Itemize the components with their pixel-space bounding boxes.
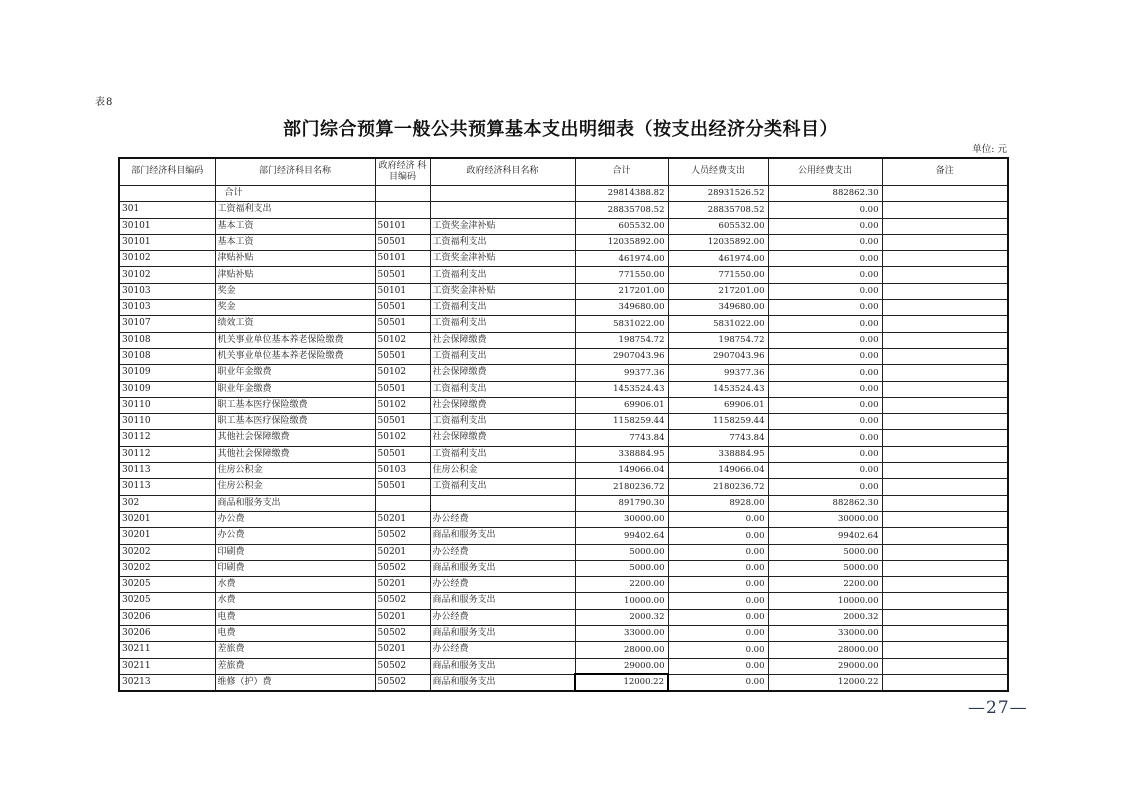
cell-public-exp: 882862.30 bbox=[768, 186, 882, 202]
cell-personnel: 0.00 bbox=[668, 609, 768, 625]
cell-public-exp: 0.00 bbox=[768, 218, 882, 234]
cell-gov-name bbox=[430, 202, 575, 218]
cell-dept-name: 绩效工资 bbox=[215, 316, 375, 332]
cell-gov-name: 办公经费 bbox=[430, 577, 575, 593]
cell-dept-name: 合计 bbox=[215, 186, 375, 202]
cell-public-exp: 0.00 bbox=[768, 283, 882, 299]
table-row bbox=[119, 414, 1008, 430]
cell-dept-name: 住房公积金 bbox=[215, 479, 375, 495]
cell-dept-code: 30202 bbox=[119, 560, 215, 576]
cell-gov-code: 50201 bbox=[375, 577, 430, 593]
cell-public-exp: 2000.32 bbox=[768, 609, 882, 625]
cell-note bbox=[882, 511, 1008, 527]
cell-dept-code: 30102 bbox=[119, 251, 215, 267]
cell-total: 28000.00 bbox=[575, 642, 668, 658]
cell-gov-name: 工资奖金津补贴 bbox=[430, 218, 575, 234]
cell-note bbox=[882, 495, 1008, 511]
cell-personnel: 28835708.52 bbox=[668, 202, 768, 218]
table-row bbox=[119, 365, 1008, 381]
cell-dept-name: 职工基本医疗保险缴费 bbox=[215, 414, 375, 430]
cell-personnel: 149066.04 bbox=[668, 463, 768, 479]
cell-public-exp: 0.00 bbox=[768, 332, 882, 348]
cell-dept-code: 30102 bbox=[119, 267, 215, 283]
cell-public-exp: 882862.30 bbox=[768, 495, 882, 511]
cell-public-exp: 0.00 bbox=[768, 479, 882, 495]
cell-total: 217201.00 bbox=[575, 283, 668, 299]
page-title: 部门综合预算一般公共预算基本支出明细表（按支出经济分类科目） bbox=[283, 119, 838, 140]
cell-personnel: 0.00 bbox=[668, 674, 768, 690]
table-row bbox=[119, 348, 1008, 364]
cell-public-exp: 99402.64 bbox=[768, 528, 882, 544]
table-label: 表8 bbox=[95, 97, 114, 108]
cell-dept-code: 30103 bbox=[119, 300, 215, 316]
cell-personnel: 0.00 bbox=[668, 528, 768, 544]
cell-dept-name: 差旅费 bbox=[215, 658, 375, 674]
cell-gov-name: 工资奖金津补贴 bbox=[430, 251, 575, 267]
cell-dept-name: 印刷费 bbox=[215, 560, 375, 576]
cell-note bbox=[882, 381, 1008, 397]
cell-personnel: 1158259.44 bbox=[668, 414, 768, 430]
cell-gov-name: 社会保障缴费 bbox=[430, 430, 575, 446]
cell-total: 30000.00 bbox=[575, 511, 668, 527]
cell-personnel: 338884.95 bbox=[668, 446, 768, 462]
cell-note bbox=[882, 674, 1008, 690]
cell-dept-code: 30101 bbox=[119, 218, 215, 234]
cell-dept-name: 职工基本医疗保险缴费 bbox=[215, 397, 375, 413]
cell-personnel: 99377.36 bbox=[668, 365, 768, 381]
cell-gov-code: 50101 bbox=[375, 251, 430, 267]
cell-total: 5831022.00 bbox=[575, 316, 668, 332]
header-note: 备注 bbox=[882, 158, 1008, 186]
table-row bbox=[119, 495, 1008, 511]
cell-gov-name: 商品和服务支出 bbox=[430, 626, 575, 642]
table-row bbox=[119, 251, 1008, 267]
cell-gov-name: 工资福利支出 bbox=[430, 348, 575, 364]
cell-personnel: 5831022.00 bbox=[668, 316, 768, 332]
cell-gov-name: 社会保障缴费 bbox=[430, 365, 575, 381]
cell-total: 99377.36 bbox=[575, 365, 668, 381]
cell-gov-code: 50501 bbox=[375, 381, 430, 397]
table-row bbox=[119, 560, 1008, 576]
table-row bbox=[119, 283, 1008, 299]
cell-gov-code: 50502 bbox=[375, 560, 430, 576]
table-row bbox=[119, 430, 1008, 446]
cell-dept-name: 电费 bbox=[215, 609, 375, 625]
cell-dept-code: 30110 bbox=[119, 414, 215, 430]
cell-public-exp: 0.00 bbox=[768, 414, 882, 430]
cell-gov-name: 工资福利支出 bbox=[430, 234, 575, 250]
cell-dept-code: 30103 bbox=[119, 283, 215, 299]
cell-dept-name: 工资福利支出 bbox=[215, 202, 375, 218]
cell-dept-name: 职业年金缴费 bbox=[215, 381, 375, 397]
header-dept-name: 部门经济科目名称 bbox=[215, 158, 375, 186]
cell-dept-code: 302 bbox=[119, 495, 215, 511]
cell-gov-name: 社会保障缴费 bbox=[430, 397, 575, 413]
cell-public-exp: 5000.00 bbox=[768, 544, 882, 560]
cell-public-exp: 0.00 bbox=[768, 430, 882, 446]
cell-gov-code bbox=[375, 202, 430, 218]
cell-total: 2907043.96 bbox=[575, 348, 668, 364]
cell-total: 7743.84 bbox=[575, 430, 668, 446]
cell-total: 29814388.82 bbox=[575, 186, 668, 202]
cell-personnel: 198754.72 bbox=[668, 332, 768, 348]
cell-note bbox=[882, 218, 1008, 234]
cell-note bbox=[882, 365, 1008, 381]
cell-note bbox=[882, 544, 1008, 560]
cell-total: 29000.00 bbox=[575, 658, 668, 674]
cell-personnel: 0.00 bbox=[668, 658, 768, 674]
cell-personnel: 28931526.52 bbox=[668, 186, 768, 202]
cell-dept-code: 30101 bbox=[119, 234, 215, 250]
cell-total: 5000.00 bbox=[575, 560, 668, 576]
cell-personnel: 605532.00 bbox=[668, 218, 768, 234]
cell-dept-code: 30213 bbox=[119, 674, 215, 690]
cell-dept-name: 基本工资 bbox=[215, 218, 375, 234]
cell-gov-code: 50102 bbox=[375, 397, 430, 413]
table-row bbox=[119, 658, 1008, 674]
cell-total: 198754.72 bbox=[575, 332, 668, 348]
table-row bbox=[119, 446, 1008, 462]
cell-total: 149066.04 bbox=[575, 463, 668, 479]
cell-gov-name: 办公经费 bbox=[430, 609, 575, 625]
cell-dept-code: 30108 bbox=[119, 348, 215, 364]
cell-public-exp: 0.00 bbox=[768, 446, 882, 462]
cell-total: 69906.01 bbox=[575, 397, 668, 413]
cell-dept-name: 奖金 bbox=[215, 283, 375, 299]
cell-personnel: 0.00 bbox=[668, 642, 768, 658]
cell-dept-code bbox=[119, 186, 215, 202]
cell-public-exp: 33000.00 bbox=[768, 626, 882, 642]
cell-gov-name: 工资福利支出 bbox=[430, 479, 575, 495]
cell-public-exp: 0.00 bbox=[768, 397, 882, 413]
header-gov-name: 政府经济科目名称 bbox=[430, 158, 575, 186]
cell-dept-name: 职业年金缴费 bbox=[215, 365, 375, 381]
cell-dept-name: 津贴补贴 bbox=[215, 251, 375, 267]
cell-total: 1453524.43 bbox=[575, 381, 668, 397]
table-row bbox=[119, 479, 1008, 495]
header-dept-code: 部门经济科目编码 bbox=[119, 158, 215, 186]
cell-dept-name: 差旅费 bbox=[215, 642, 375, 658]
cell-total: 338884.95 bbox=[575, 446, 668, 462]
cell-note bbox=[882, 593, 1008, 609]
cell-dept-code: 301 bbox=[119, 202, 215, 218]
cell-personnel: 2907043.96 bbox=[668, 348, 768, 364]
cell-total: 891790.30 bbox=[575, 495, 668, 511]
cell-note bbox=[882, 479, 1008, 495]
header-gov-code: 政府经济 科目编码 bbox=[375, 158, 430, 186]
cell-note bbox=[882, 332, 1008, 348]
cell-total: 10000.00 bbox=[575, 593, 668, 609]
cell-gov-code: 50201 bbox=[375, 511, 430, 527]
cell-personnel: 217201.00 bbox=[668, 283, 768, 299]
cell-dept-code: 30206 bbox=[119, 609, 215, 625]
header-total: 合计 bbox=[575, 158, 668, 186]
cell-gov-name: 办公经费 bbox=[430, 642, 575, 658]
cell-note bbox=[882, 560, 1008, 576]
cell-gov-name: 商品和服务支出 bbox=[430, 658, 575, 674]
cell-gov-code bbox=[375, 495, 430, 511]
cell-dept-name: 机关事业单位基本养老保险缴费 bbox=[215, 332, 375, 348]
cell-public-exp: 30000.00 bbox=[768, 511, 882, 527]
cell-dept-code: 30202 bbox=[119, 544, 215, 560]
cell-gov-code: 50501 bbox=[375, 267, 430, 283]
cell-note bbox=[882, 202, 1008, 218]
cell-note bbox=[882, 300, 1008, 316]
table-row bbox=[119, 577, 1008, 593]
header-personnel: 人员经费支出 bbox=[668, 158, 768, 186]
cell-dept-name: 办公费 bbox=[215, 511, 375, 527]
table-row bbox=[119, 332, 1008, 348]
cell-personnel: 0.00 bbox=[668, 626, 768, 642]
cell-public-exp: 0.00 bbox=[768, 348, 882, 364]
cell-gov-code: 50103 bbox=[375, 463, 430, 479]
cell-gov-name bbox=[430, 186, 575, 202]
cell-total: 2180236.72 bbox=[575, 479, 668, 495]
cell-gov-name: 社会保障缴费 bbox=[430, 332, 575, 348]
cell-dept-name: 机关事业单位基本养老保险缴费 bbox=[215, 348, 375, 364]
table-row bbox=[119, 381, 1008, 397]
cell-dept-code: 30206 bbox=[119, 626, 215, 642]
cell-total: 5000.00 bbox=[575, 544, 668, 560]
table-row bbox=[119, 463, 1008, 479]
cell-dept-name: 奖金 bbox=[215, 300, 375, 316]
cell-dept-code: 30107 bbox=[119, 316, 215, 332]
table-row bbox=[119, 544, 1008, 560]
cell-dept-name: 其他社会保障缴费 bbox=[215, 446, 375, 462]
cell-note bbox=[882, 658, 1008, 674]
table-row bbox=[119, 316, 1008, 332]
cell-gov-name: 住房公积金 bbox=[430, 463, 575, 479]
cell-gov-code: 50501 bbox=[375, 479, 430, 495]
cell-gov-name: 商品和服务支出 bbox=[430, 528, 575, 544]
cell-public-exp: 29000.00 bbox=[768, 658, 882, 674]
table-row bbox=[119, 642, 1008, 658]
cell-note bbox=[882, 316, 1008, 332]
table-row bbox=[119, 218, 1008, 234]
cell-gov-name: 商品和服务支出 bbox=[430, 560, 575, 576]
cell-dept-code: 30205 bbox=[119, 593, 215, 609]
cell-gov-code: 50102 bbox=[375, 332, 430, 348]
table-row bbox=[119, 202, 1008, 218]
cell-personnel: 349680.00 bbox=[668, 300, 768, 316]
table-row bbox=[119, 300, 1008, 316]
table-row bbox=[119, 397, 1008, 413]
table-row bbox=[119, 234, 1008, 250]
cell-gov-code: 50101 bbox=[375, 218, 430, 234]
cell-public-exp: 0.00 bbox=[768, 300, 882, 316]
cell-note bbox=[882, 642, 1008, 658]
cell-public-exp: 0.00 bbox=[768, 251, 882, 267]
table-row bbox=[119, 674, 1008, 690]
cell-total: 2000.32 bbox=[575, 609, 668, 625]
cell-dept-code: 30110 bbox=[119, 397, 215, 413]
cell-personnel: 461974.00 bbox=[668, 251, 768, 267]
table-row bbox=[119, 511, 1008, 527]
cell-note bbox=[882, 186, 1008, 202]
cell-gov-name: 工资福利支出 bbox=[430, 414, 575, 430]
cell-gov-code: 50501 bbox=[375, 234, 430, 250]
cell-gov-code: 50501 bbox=[375, 414, 430, 430]
cell-gov-name: 工资福利支出 bbox=[430, 381, 575, 397]
page-number: —27— bbox=[968, 698, 1028, 718]
cell-dept-code: 30211 bbox=[119, 658, 215, 674]
cell-gov-name bbox=[430, 495, 575, 511]
cell-public-exp: 0.00 bbox=[768, 381, 882, 397]
cell-note bbox=[882, 609, 1008, 625]
cell-public-exp: 0.00 bbox=[768, 267, 882, 283]
cell-personnel: 0.00 bbox=[668, 560, 768, 576]
cell-public-exp: 28000.00 bbox=[768, 642, 882, 658]
cell-total: 1158259.44 bbox=[575, 414, 668, 430]
cell-total: 33000.00 bbox=[575, 626, 668, 642]
table-row bbox=[119, 267, 1008, 283]
table-header-row bbox=[119, 158, 1008, 186]
cell-gov-code: 50501 bbox=[375, 446, 430, 462]
cell-gov-name: 商品和服务支出 bbox=[430, 593, 575, 609]
cell-dept-name: 办公费 bbox=[215, 528, 375, 544]
cell-total: 99402.64 bbox=[575, 528, 668, 544]
cell-dept-code: 30109 bbox=[119, 365, 215, 381]
cell-note bbox=[882, 283, 1008, 299]
cell-dept-code: 30112 bbox=[119, 446, 215, 462]
cell-gov-code: 50502 bbox=[375, 674, 430, 690]
cell-note bbox=[882, 234, 1008, 250]
table-body bbox=[119, 186, 1008, 691]
cell-gov-code: 50502 bbox=[375, 593, 430, 609]
cell-personnel: 771550.00 bbox=[668, 267, 768, 283]
cell-dept-name: 住房公积金 bbox=[215, 463, 375, 479]
cell-personnel: 12035892.00 bbox=[668, 234, 768, 250]
cell-public-exp: 10000.00 bbox=[768, 593, 882, 609]
cell-gov-code: 50102 bbox=[375, 430, 430, 446]
cell-personnel: 0.00 bbox=[668, 511, 768, 527]
cell-personnel: 0.00 bbox=[668, 593, 768, 609]
cell-gov-code: 50501 bbox=[375, 300, 430, 316]
unit-note: 单位: 元 bbox=[972, 144, 1007, 155]
cell-gov-code: 50201 bbox=[375, 642, 430, 658]
cell-gov-code: 50502 bbox=[375, 528, 430, 544]
cell-note bbox=[882, 577, 1008, 593]
cell-dept-code: 30112 bbox=[119, 430, 215, 446]
cell-gov-code: 50501 bbox=[375, 316, 430, 332]
cell-personnel: 69906.01 bbox=[668, 397, 768, 413]
cell-gov-code: 50501 bbox=[375, 348, 430, 364]
cell-gov-code: 50502 bbox=[375, 658, 430, 674]
cell-gov-name: 商品和服务支出 bbox=[430, 674, 575, 690]
cell-gov-code: 50502 bbox=[375, 626, 430, 642]
cell-gov-code: 50201 bbox=[375, 544, 430, 560]
cell-gov-name: 办公经费 bbox=[430, 544, 575, 560]
cell-personnel: 7743.84 bbox=[668, 430, 768, 446]
cell-gov-name: 工资奖金津补贴 bbox=[430, 283, 575, 299]
cell-dept-name: 印刷费 bbox=[215, 544, 375, 560]
cell-note bbox=[882, 430, 1008, 446]
cell-public-exp: 0.00 bbox=[768, 316, 882, 332]
cell-dept-name: 维修（护）费 bbox=[215, 674, 375, 690]
cell-dept-code: 30205 bbox=[119, 577, 215, 593]
cell-public-exp: 12000.22 bbox=[768, 674, 882, 690]
cell-dept-code: 30109 bbox=[119, 381, 215, 397]
cell-public-exp: 0.00 bbox=[768, 365, 882, 381]
table-row bbox=[119, 528, 1008, 544]
budget-table bbox=[118, 157, 1009, 692]
table-row bbox=[119, 186, 1008, 202]
cell-personnel: 0.00 bbox=[668, 577, 768, 593]
cell-note bbox=[882, 414, 1008, 430]
cell-personnel: 1453524.43 bbox=[668, 381, 768, 397]
cell-public-exp: 0.00 bbox=[768, 202, 882, 218]
header-public-exp: 公用经费支出 bbox=[768, 158, 882, 186]
cell-dept-name: 基本工资 bbox=[215, 234, 375, 250]
cell-total: 2200.00 bbox=[575, 577, 668, 593]
cell-dept-name: 其他社会保障缴费 bbox=[215, 430, 375, 446]
cell-dept-name: 水费 bbox=[215, 577, 375, 593]
cell-personnel: 8928.00 bbox=[668, 495, 768, 511]
cell-note bbox=[882, 446, 1008, 462]
table-row bbox=[119, 626, 1008, 642]
cell-dept-code: 30113 bbox=[119, 463, 215, 479]
cell-total: 461974.00 bbox=[575, 251, 668, 267]
cell-personnel: 2180236.72 bbox=[668, 479, 768, 495]
cell-note bbox=[882, 397, 1008, 413]
cell-dept-code: 30108 bbox=[119, 332, 215, 348]
cell-dept-name: 津贴补贴 bbox=[215, 267, 375, 283]
cell-note bbox=[882, 267, 1008, 283]
cell-total: 12000.22 bbox=[575, 674, 668, 690]
cell-note bbox=[882, 528, 1008, 544]
cell-gov-code: 50101 bbox=[375, 283, 430, 299]
cell-gov-code: 50201 bbox=[375, 609, 430, 625]
cell-note bbox=[882, 626, 1008, 642]
cell-gov-name: 工资福利支出 bbox=[430, 300, 575, 316]
cell-gov-name: 工资福利支出 bbox=[430, 316, 575, 332]
table-row bbox=[119, 609, 1008, 625]
cell-total: 349680.00 bbox=[575, 300, 668, 316]
cell-note bbox=[882, 463, 1008, 479]
cell-dept-code: 30201 bbox=[119, 511, 215, 527]
cell-gov-code: 50102 bbox=[375, 365, 430, 381]
cell-gov-code bbox=[375, 186, 430, 202]
cell-gov-name: 办公经费 bbox=[430, 511, 575, 527]
cell-total: 12035892.00 bbox=[575, 234, 668, 250]
cell-dept-name: 商品和服务支出 bbox=[215, 495, 375, 511]
cell-note bbox=[882, 348, 1008, 364]
cell-dept-code: 30113 bbox=[119, 479, 215, 495]
cell-dept-code: 30201 bbox=[119, 528, 215, 544]
cell-personnel: 0.00 bbox=[668, 544, 768, 560]
cell-total: 28835708.52 bbox=[575, 202, 668, 218]
cell-gov-name: 工资福利支出 bbox=[430, 446, 575, 462]
cell-public-exp: 0.00 bbox=[768, 234, 882, 250]
cell-note bbox=[882, 251, 1008, 267]
cell-dept-name: 电费 bbox=[215, 626, 375, 642]
cell-public-exp: 2200.00 bbox=[768, 577, 882, 593]
cell-public-exp: 5000.00 bbox=[768, 560, 882, 576]
cell-gov-name: 工资福利支出 bbox=[430, 267, 575, 283]
cell-total: 605532.00 bbox=[575, 218, 668, 234]
cell-public-exp: 0.00 bbox=[768, 463, 882, 479]
cell-dept-name: 水费 bbox=[215, 593, 375, 609]
cell-total: 771550.00 bbox=[575, 267, 668, 283]
table-row bbox=[119, 593, 1008, 609]
cell-dept-code: 30211 bbox=[119, 642, 215, 658]
